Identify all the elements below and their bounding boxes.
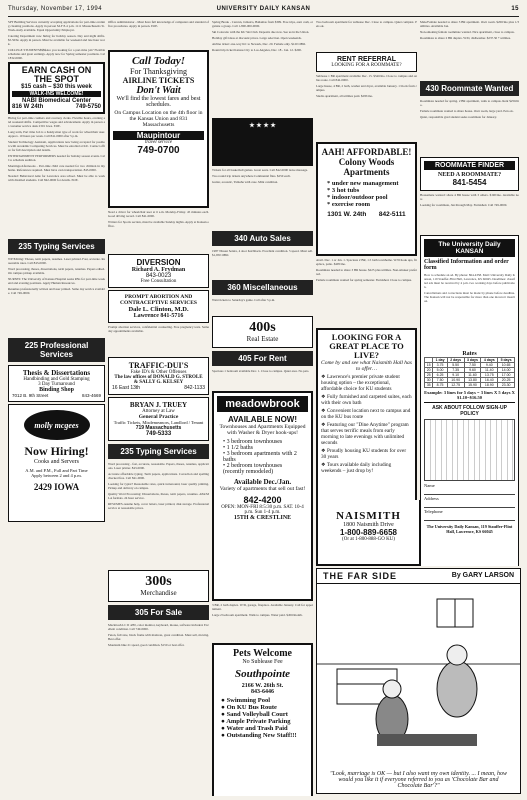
classified-text: Male/Female needed to share 3 BR apartment. Own room. $200/mo plus 1/3 utilities. Available Jan. Non-smoking female roommate wanted. Nice apartment, close to campus. Roommate to share 2 BR duplex. W/D, dishwasher. $237.50 + utilities.: [420, 20, 519, 40]
traffic-addr: 16 East 13th: [112, 385, 141, 391]
form-instructions: How to schedule an ad. By phone: 864-4358. Mail: University Daily Kansan, 119 Stauffer-Flint Hall, Lawrence, KS 66045. Deadlines: classified ads must be received by 4 p.m. two working days before publication. Cancellations and corrections must be made by phone before deadline. The Kansan will not be responsible for more than one incorrect insertion.: [424, 273, 515, 303]
pets-perk: ● Sand Volleyball Court: [221, 711, 288, 718]
cash-org: NABI Biomedical Center: [21, 98, 91, 104]
naismith-title: LOOKING FOR A GREAT PLACE TO LIVE?: [329, 332, 404, 360]
header-date: Thursday, November 17, 1994: [8, 6, 103, 12]
colony-addr: 1301 W. 24th: [327, 211, 367, 218]
travel-body: We'll find the lowest fares and best schedules.: [116, 96, 201, 108]
rentreferral-title: RENT REFERRAL: [336, 56, 397, 63]
bryan-tag: General Practice: [138, 414, 179, 420]
bar-ad-text: ★ ★ ★ ★: [249, 123, 276, 129]
classified-text: 3 BR, 2 bath duplex. W/D, garage, fireplace. Available January. Call for appointment. Large 2 bedroom apartment. Walk to campus. Water paid. $450/month.: [212, 603, 313, 617]
cartoon-illustration: [317, 569, 520, 793]
rentreferral-ad: [316, 52, 417, 72]
traffic-firm: The law offices of DONALD G. STROLE & SALLY G. KELSEY: [114, 375, 203, 385]
naismith-footer: [316, 500, 421, 566]
page-header: [8, 4, 519, 17]
bryan-ad: [108, 397, 209, 441]
pets-addr: 2166 W. 26th St.: [241, 683, 284, 689]
rates-header-row: [425, 358, 515, 363]
column-2: [108, 20, 209, 796]
travel-dont: Don't Wait: [136, 85, 181, 96]
travel-ad: [108, 50, 209, 208]
naismith-item: ❖ Convenient location next to campus and on the KU bus route: [321, 408, 411, 420]
far-side-cartoon: [316, 568, 521, 794]
thesis-shop: Binding Shop: [39, 387, 74, 393]
colony-item: * exercise room: [327, 201, 371, 208]
meadowbrook-avail: AVAILABLE NOW!: [227, 415, 298, 424]
travel-campus: On Campus Location on the 4th floor in the Kansas Union and 831 Massachusetts: [114, 110, 203, 128]
rates-header-cell: 5 days: [498, 358, 515, 363]
travel-tagline: travel service: [144, 140, 173, 145]
meadowbrook-dec: Available Dec./Jan.: [233, 478, 292, 486]
naismith-tollfree: (Or at 1-800-888-GO KU): [342, 537, 395, 542]
classified-text: Need a driver for wheelchair user at 6 a.m. Monday-Friday. 45 minutes each. Good driving record. Call 841-0000. Writers for Sports section, must be available Sunday nights. Apply at Kansan office.: [108, 210, 209, 228]
colony-ad: [316, 142, 417, 256]
pets-ad: [212, 643, 313, 796]
classified-text: WP/Editing: Theses, term papers, resumes. Laser printed. Fast, accurate. Reasonable rates. Call 843-0000. Word processing, theses, dissertations, term papers, resumes. Papers edited. On campus pickup available. NURSES: The University of Kansas Hospital seeks RNs for part-time weekend and evening positions. Apply Human Resources. Resumes professionally written and laser printed. Same day service available. Call 749-0000.: [8, 257, 105, 295]
merch-word: Merchandise: [140, 589, 177, 597]
realestate-word: Real Estate: [246, 335, 279, 343]
pregnancy-doc: Dale L. Clinton, M.D.: [128, 306, 189, 313]
merch-num: 300s: [145, 574, 172, 589]
realestate-ad: [212, 316, 313, 348]
meadowbrook-phone: 842-4200: [243, 495, 282, 505]
bryan-list: Traffic Tickets, Misdemeanors, Landlord / Tenant: [113, 420, 204, 425]
rentreferral-sub: LOOKING FOR A ROOMMATE?: [331, 63, 402, 68]
bryan-phone: 749-5333: [145, 431, 172, 437]
rates-row: 20 5.00 7.35 9.60 11.40 14.00: [425, 368, 515, 373]
roommate-finder-title: ROOMMATE FINDER: [424, 161, 515, 170]
pregnancy-title: PROMPT ABORTION AND CONTRACEPTIVE SERVICES: [120, 294, 197, 306]
column-5: [420, 20, 519, 566]
cash-walkins: WALK-INS WELCOME!: [12, 91, 101, 97]
pets-perk: ● Ample Private Parking: [221, 718, 291, 725]
pets-sub: No Sublease Fee: [242, 659, 283, 665]
colony-contact: [321, 211, 412, 218]
pets-perk: ● Water and Trash Paid: [221, 725, 288, 732]
thesis-ad: [8, 365, 105, 402]
traffic-sub: Fake ID's & Other Offenses: [130, 370, 187, 375]
classified-text: Two bedroom apartment for sublease Dec. Close to campus. Quiet complex. Pets ok.: [316, 20, 417, 28]
pets-perk: ● On KU Bus Route: [221, 704, 277, 711]
merch-ad: [108, 570, 209, 602]
category-forrent: 405 For Rent: [212, 351, 313, 366]
classified-text: Word processing - fast, accurate, reasonable. Papers, theses, resumes, applications. Laser printer. 843-0000. Accurate affordable typing. Term papers, applications. Correction and spelling checked free. Call 841-0000. Looking for typist? Reasonable rates, quick turnaround, laser quality printing. Pickup and delivery on campus. Quality Word Processing: Dissertations, theses, term papers, resumes. APA/MLA formats. 24 hour service. RESUMES-resume help, cover letters, laser printed, disk storage. Professional service at reasonable prices.: [108, 462, 209, 510]
meadowbrook-addr: 15TH & CRESTLINE: [233, 515, 292, 521]
header-title: UNIVERSITY DAILY KANSAN: [216, 6, 311, 12]
travel-phone: 749-0700: [137, 145, 180, 156]
category-roommate: 430 Roommate Wanted: [420, 81, 519, 96]
cash-contact: [12, 104, 101, 110]
classified-text: SPT Building Services currently accepting applications for part-time evening cleaning positions. Apply in person M-F 8-4 p.m. 1111 Massachusetts St. Work-study available. Equal Opportunity Employer. Catering Department now hiring for holiday season. Day and night shifts. $5.50/hr. Apply in person. Must be available for weekend and late hour work. COLLEGE STUDENTS$$$$Are you looking for a part-time job? Flexible schedules and great earnings. Apply now for Spring semester positions. Call 832-0000.: [8, 20, 105, 60]
classified-text: Tickets for all basketball games. Great seats. Call 842-0000 leave message. Two round trip tickets anywhere Continental flies. $250 each. Guitar, acoustic, Yamaha with case. Mint condition.: [212, 168, 308, 184]
classified-text: Hiring for part-time cashiers and courtesy clerks. Flexible hours, evening and weekend shifts. Competitive wages and advancement. Apply in person at customer service desk 2301 Iowa. EOE. Long term, Part time Job is a handy-man type of work for wheelchair user. Approx. 10 hours per week. Call 841-0000 after 5 p.m. Student Technology Assistant, Applications now being accepted for position with Academic Computing Services. Must be enrolled at KU. Contact office for full description and details. ENTERTAINMENT PERFORMERS needed for holiday season events. Call to schedule audition. Mornings/Afternoons - Part-time child care needed for two children in my home. References required. Must have own transportation. 843-0000. Needed: Behavioral Aide for Lawrence area school. Must be able to work with disabled students. Call 842-0000 for details. EOE.: [8, 116, 105, 182]
rates-table: [424, 357, 515, 388]
mollys-hours: A.M. and P.M., Full and Part Time: [25, 468, 88, 473]
column-3: [212, 20, 313, 796]
pregnancy-phone: Lawrence 841-5716: [133, 313, 184, 319]
mollys-hiring: Now Hiring!: [24, 444, 89, 458]
classified-text: Sublease 1 BR apartment available Dec. 15. $340/mo. Close to campus and on bus route. Call 842-0000. Large house, 4 BR, 2 bath, washer and dryer, available January. 1 block from campus. Studio apartment, all utilities paid. $295/mo.: [316, 74, 417, 98]
pets-perks: [221, 697, 304, 739]
form-head: ASK ABOUT FOLLOW SIGN-UP POLICY: [424, 402, 515, 417]
travel-title: Call Today!: [131, 55, 186, 67]
meadowbrook-variety: Variety of apartments that sell out fast!: [219, 486, 306, 492]
meadowbrook-ad: [212, 391, 313, 601]
traffic-title: TRAFFIC-DUI'S: [128, 361, 189, 370]
form-field-address[interactable]: Address: [424, 496, 515, 508]
pets-perk: ● Outstanding New Staff!!!: [221, 732, 297, 739]
cash-ad: [8, 62, 105, 114]
naismith-item: ❖ Tours available daily including weekends – just drop by!: [321, 462, 392, 474]
bryan-addr: 719 Massachusetts: [135, 425, 182, 431]
traffic-phone: 842-1133: [184, 385, 205, 391]
rates-head: Rates: [462, 351, 477, 357]
cash-phone: 749-5750: [75, 104, 101, 110]
classified-text: 1987 Nissan Sentra, 4 door hatchback. Excellent condition. 5 speed. Must sell. $1,950 OBO.: [212, 249, 313, 257]
column-1: [8, 20, 105, 796]
category-professional: 225 Professional Services: [8, 338, 105, 362]
diversion-name: Richard A. Frydman: [131, 267, 186, 273]
naismith-phone: 1-800-889-6658: [340, 528, 397, 537]
meadowbrook-item: • 1 1/2 baths: [223, 445, 253, 451]
rates-header-cell: 2 days: [447, 358, 464, 363]
form-grid[interactable]: [424, 419, 515, 481]
form-paper: The University Daily KANSAN: [424, 239, 515, 257]
classified-text: Office Administrator - Must have full knowledge of computers and standard office procedures. Apply in person. EOE.: [108, 20, 209, 28]
thesis-days: 3 Day Turnaround: [38, 382, 75, 387]
naismith-item: ❖ Proudly housing KU students for over 30 years: [321, 448, 407, 460]
thesis-sub: Handbinding and Gold Stamping: [23, 377, 90, 382]
meadowbrook-hours: OPEN: MON-FRI 8:5:30 p.m. SAT. 10-4 p.m. Sun 1-4 p.m.: [221, 505, 304, 515]
cash-amount: $15 cash – $30 this week: [21, 84, 92, 90]
naismith-item: ❖ Fully furnished and carpeted suites, each with their own bath: [321, 394, 412, 406]
meadowbrook-item: • 3 bedroom apartments with 2 baths: [223, 451, 297, 463]
travel-for: For Thanksgiving: [130, 67, 187, 76]
travel-big: AIRLINE TICKETS: [122, 76, 195, 85]
classified-text: Roommate needed for spring. 2 BR apartment, walk to campus. Rent $250/mo. Female roommate wanted to share house. Own room, large yard. Pets ok. Quiet, responsible grad student seeks roommate for January.: [420, 99, 519, 119]
mollys-logo: [24, 410, 90, 440]
traffic-contact: [112, 385, 205, 391]
pets-phone: 843-6446: [251, 689, 274, 695]
meadowbrook-body: Townhouses and Apartments Equipped with Washer & Dryer hook-ups!: [219, 424, 306, 436]
cash-addr: 816 W 24th: [12, 104, 44, 110]
rates-row: 25 6.25 9.10 11.60 13.75 17.00: [425, 373, 515, 378]
classified-text: Prompt abortion services, confidential counseling. Free pregnancy tests. Same day appointments available.: [108, 325, 209, 333]
cartoon-caption: "Look, marriage is OK — but I also want my own identity. ... I mean, how would you like it if everyone referred to you as 'Chocolate Bar and Chocolate Bar'?": [329, 771, 508, 789]
category-auto: 340 Auto Sales: [212, 231, 313, 246]
form-mail: The University Daily Kansan, 119 Stauffer-Flint Hall, Lawrence, KS 66045: [426, 524, 513, 534]
naismith-list: [321, 374, 412, 474]
classified-text: Macintosh LC II 4/80, color monitor, keyboard, mouse, software included. Excellent condition. Call 749-0000. Futon, full size, black frame with mattress, great condition. Must sell, moving. Best offer. Mountain bike 21 speed, good condition. $150 or best offer.: [108, 623, 209, 647]
mollys-roles: Cooks and Servers: [34, 459, 79, 465]
meadowbrook-list: [223, 439, 302, 475]
colony-item: * indoor/outdoor pool: [327, 194, 388, 201]
classified-text: Avail. Dec. 1 or Jan. 1. Spacious 2 BR, 1.5 bath townhome. W/D hook ups, fireplace, patio. $495/mo. Roommate needed to share 3 BR house. $225 plus utilities. Non-smoker preferred. Female roommate wanted for spring semester. Furnished. Close to campus.: [316, 258, 417, 282]
mollys-addr: 2429 IOWA: [33, 482, 80, 492]
mollys-ad: [8, 404, 105, 522]
pregnancy-ad: [108, 290, 209, 323]
cartoon-strip: THE FAR SIDE: [323, 571, 398, 581]
rates-row: 35 8.75 12.75 15.90 18.90 23.30: [425, 383, 515, 388]
pets-brand: Southpointe: [234, 668, 291, 680]
diversion-ad: [108, 254, 209, 288]
rates-row: 15 3.75 5.50 7.50 9.40 10.65: [425, 363, 515, 368]
naismith-brand: NAISMITH: [336, 510, 401, 522]
roommate-finder-name: NEED A ROOMMATE?: [437, 172, 502, 178]
colony-phone: 842-5111: [378, 211, 406, 218]
meadowbrook-item: • 3 bedroom townhouses: [223, 439, 283, 445]
naismith-item: ❖ Lawrence's premier private student housing option – the exceptional, affordable choice for KU students: [321, 374, 400, 392]
classified-text: Spring Break - Cancun, Jamaica, Bahamas from $399. Free trips, earn cash, organize a group. Call 1-800-000-0000. Ski Colorado with the KU Ski Club. Deposits due now. See us in the Union. Holiday gift ideas at discount prices. Large selection. Open weekends. Airline ticket: one-way KC to Newark, Dec. 20. Female only. $120 OBO. Round trip ticket Kansas City to Los Angeles, Dec. 18 - Jan. 12. $200.: [212, 20, 313, 52]
form-section: Classified Information and order form: [424, 259, 509, 271]
bar-ad: [212, 118, 313, 166]
naismith-addr: 1800 Naismith Drive: [343, 522, 394, 528]
thesis-phone: 843-4669: [81, 393, 101, 398]
naismith-item: ❖ Featuring our "Dine Anytime" program that serves terrific meals from early morning to late evenings with unlimited seconds: [321, 422, 409, 446]
pets-perk: ● Swimming Pool: [221, 697, 271, 704]
thesis-title: Thesis & Dissertations: [22, 369, 91, 377]
mollys-apply: Apply between 2 and 4 p.m.: [31, 473, 82, 478]
category-typing: 235 Typing Services: [8, 239, 105, 254]
travel-brand: Maupintour: [113, 131, 204, 140]
naismith-sub: Come by and see what Naismith Hall has to offer…: [321, 360, 412, 372]
rates-example: Example: 3 lines for 5 days = 3 lines X 5 days X $1.10=$16.50: [424, 390, 515, 400]
meadowbrook-brand: meadowbrook: [217, 396, 308, 412]
diversion-phone: 843-0023: [145, 273, 172, 279]
diversion-tag: Free Consultation: [140, 279, 177, 284]
colony-item: * 3 hot tubs: [327, 187, 360, 194]
cash-title: EARN CASH ON THE SPOT: [21, 65, 92, 84]
realestate-num: 400s: [249, 320, 276, 335]
form-fields: [424, 483, 515, 521]
rates-header-cell: 3 days: [464, 358, 481, 363]
category-misc: 360 Miscellaneous: [212, 280, 313, 295]
roommate-finder-phone: 841-5454: [452, 178, 487, 187]
colony-item: * under new management: [327, 180, 399, 187]
category-typing-services: 235 Typing Services: [108, 444, 209, 459]
cartoon-author: By GARY LARSON: [451, 572, 514, 579]
classified-text: Spacious 1 bedroom available Dec. 1. Close to campus. Quiet area. No pets.: [212, 369, 310, 373]
diversion-title: DIVERSION: [136, 258, 181, 267]
bryan-name: BRYAN J. TRUEY: [129, 401, 188, 409]
order-form: [420, 235, 519, 566]
pets-title: Pets Welcome: [233, 648, 292, 659]
roommate-finder-ad: [420, 157, 519, 191]
colony-list: [327, 180, 406, 208]
thesis-addr: 7012 B. 9th Street: [12, 393, 49, 398]
rates-row: 30 7.50 10.90 13.80 16.40 20.25: [425, 378, 515, 383]
thesis-contact: [12, 393, 101, 398]
mollys-brand: molly mcgees: [34, 420, 79, 430]
form-field-name[interactable]: Name: [424, 483, 515, 495]
page-number: 15: [511, 6, 519, 12]
classified-text: Housemate wanted: share 4 BR house with 3 others. $190/mo. Available now. Looking for roommate, Jan through May. Furnished. Call 749-0000.: [420, 193, 519, 207]
form-field-telephone[interactable]: Telephone: [424, 509, 515, 521]
traffic-ad: [108, 357, 209, 395]
column-4: [316, 20, 417, 566]
rates-header-cell: 1 day: [433, 358, 447, 363]
rates-header-cell: 4 days: [481, 358, 498, 363]
category-forsale: 305 For Sale: [108, 605, 209, 620]
meadowbrook-item: • 2 bedroom townhouses (recently remodeled): [223, 463, 283, 475]
classified-text: Want tickets to Saturday's game. Call after 5 p.m.: [212, 298, 276, 302]
colony-title: AAH! AFFORDABLE! Colony Woods Apartments: [321, 147, 412, 177]
bryan-role: Attorney at Law: [142, 409, 175, 414]
